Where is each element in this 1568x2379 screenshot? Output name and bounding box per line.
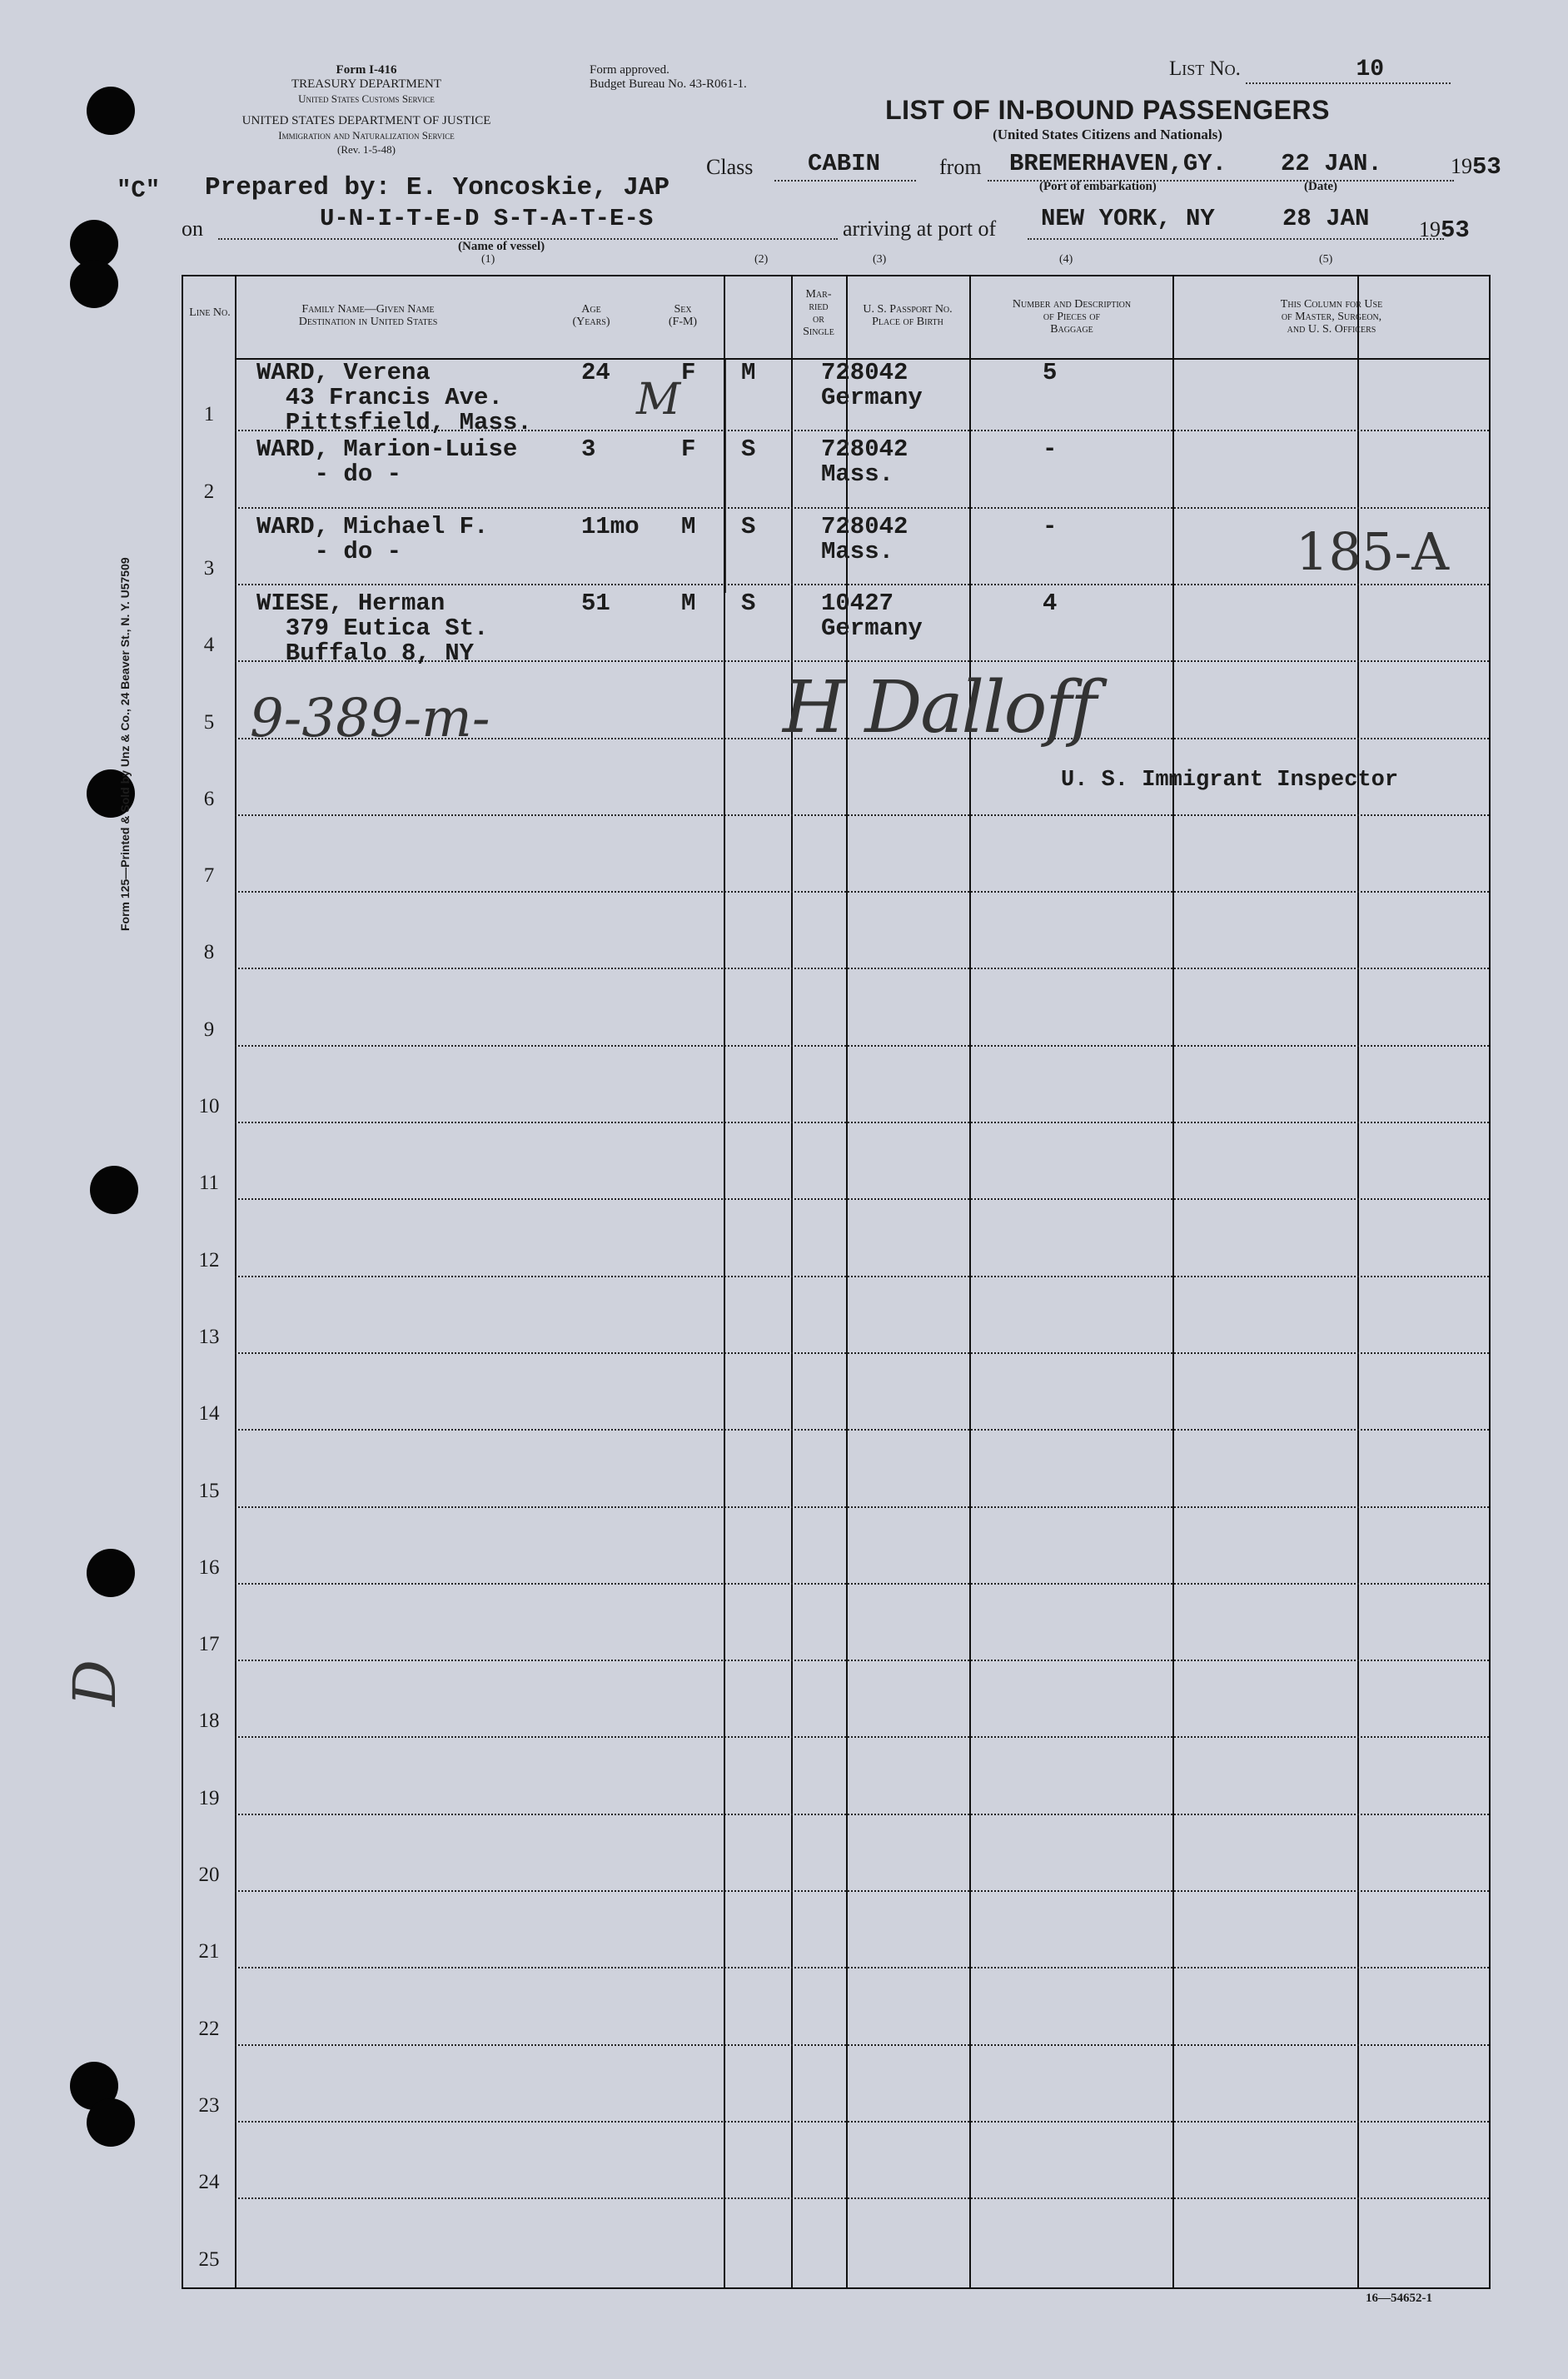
port-embark-caption: (Port of embarkation) [1039, 180, 1157, 193]
line-number: 21 [198, 1940, 220, 1963]
table-row [235, 2197, 1489, 2199]
passport-number: 10427 [821, 589, 894, 617]
inspector-title: U. S. Immigrant Inspector [1061, 768, 1399, 793]
col2-caption: (2) [754, 253, 769, 266]
table-row [235, 1583, 1489, 1585]
department-block [167, 63, 566, 157]
col5-caption: (5) [1319, 253, 1333, 266]
vessel-caption: (Name of vessel) [458, 240, 545, 253]
budget-text: Budget Bureau No. 43-R061-1. [590, 77, 747, 91]
hdr-married: Mar- ried or Single [803, 288, 834, 338]
punch-hole [87, 2098, 135, 2147]
baggage-count: - [1043, 512, 1058, 540]
arriving-label: arriving at port of [843, 216, 997, 241]
line-number: 24 [198, 2171, 220, 2194]
col-divider [724, 276, 725, 2287]
prepared-by: Prepared by: E. Yoncoskie, JAP [205, 173, 670, 202]
place-of-birth: Mass. [821, 537, 894, 565]
place-of-birth: Mass. [821, 460, 894, 489]
col1-caption: (1) [481, 253, 495, 266]
passenger-age: 51 [581, 589, 610, 617]
line-number: 10 [198, 1095, 220, 1117]
passport-number: 728042 [821, 435, 908, 464]
line-number: 7 [203, 864, 215, 888]
line-number: 20 [198, 1864, 220, 1886]
line-number: 13 [198, 1325, 220, 1348]
line-number: 9 [203, 1018, 215, 1041]
list-no: 10 [1356, 57, 1385, 82]
hdr-officers-text: This Column for Use of Master, Surgeon, and U. S. Officers [1280, 298, 1383, 336]
date-caption: (Date) [1304, 180, 1337, 193]
revision: (Rev. 1-5-48) [337, 143, 396, 156]
class-value: CABIN [808, 150, 881, 177]
class-label: Class [706, 155, 754, 179]
place-of-birth: Germany [821, 384, 923, 411]
passenger-sex: M [681, 512, 696, 540]
arrive-year: 53 [1441, 216, 1470, 244]
on-label: on [182, 216, 203, 241]
table-row [235, 1736, 1489, 1738]
table-row [235, 1045, 1489, 1047]
passenger-marital: M [741, 359, 756, 386]
passenger-table [182, 275, 1491, 2289]
year-prefix: 19 [1451, 154, 1472, 178]
passenger-marital: S [741, 512, 756, 540]
hdr-sex: Sex (F-M) [668, 303, 698, 328]
baggage-count: - [1043, 435, 1058, 464]
page-subtitle: (United States Citizens and Nationals) [993, 127, 1222, 142]
list-no-value [1246, 57, 1451, 84]
line-number: 11 [198, 1172, 220, 1195]
handwritten-count: 9-389-m- [250, 688, 490, 749]
table-row [235, 814, 1489, 816]
passenger-sex: M [681, 589, 696, 617]
passenger-destination: Buffalo 8, NY [256, 639, 475, 667]
table-row [235, 1429, 1489, 1431]
handwritten-185a: 185-A [1296, 521, 1450, 582]
depart-year: 53 [1472, 153, 1501, 181]
vessel-name: U-N-I-T-E-D S-T-A-T-E-S [320, 205, 654, 232]
table-row [235, 584, 1489, 585]
year-prefix: 19 [1419, 217, 1441, 241]
line-number: 12 [198, 1248, 220, 1272]
justice-dept: UNITED STATES DEPARTMENT OF JUSTICE [241, 114, 491, 127]
table-row [235, 1198, 1489, 1200]
passport-number: 728042 [821, 512, 908, 540]
passenger-age: 11mo [581, 512, 640, 540]
passenger-sex: F [681, 435, 696, 464]
hdr-line-no: Line No. [189, 306, 231, 319]
depart-date: 22 JAN. [1281, 150, 1382, 177]
col-divider [791, 276, 793, 2287]
from-field [988, 150, 1454, 182]
table-row [235, 507, 1489, 509]
arrive-port: NEW YORK, NY [1041, 205, 1215, 232]
punch-hole [87, 87, 135, 135]
line-number: 4 [203, 634, 215, 657]
line-number: 6 [203, 787, 215, 810]
table-row [235, 2044, 1489, 2046]
passenger-age: 24 [581, 359, 610, 386]
line-number: 15 [198, 1479, 220, 1502]
line-number: 2 [203, 480, 215, 503]
punch-hole [87, 1549, 135, 1597]
passenger-marital: S [741, 435, 756, 464]
side-margin-print: Form 125—Printed & Sold by Unz & Co., 24 Beaver St., N. Y. U57509 [118, 557, 132, 931]
depart-year-row [1451, 153, 1501, 181]
ins-service: Immigration and Naturalization Service [278, 129, 455, 142]
place-of-birth: Germany [821, 614, 923, 642]
list-number-row [1169, 57, 1487, 84]
arrive-date: 28 JAN [1282, 205, 1370, 232]
line-number: 19 [198, 1786, 220, 1809]
baggage-count: 5 [1043, 359, 1058, 386]
passenger-destination: - do - [256, 460, 402, 489]
col-divider [969, 276, 971, 2287]
line-number: 17 [198, 1633, 220, 1656]
passenger-sex: F [681, 359, 696, 386]
table-row [235, 1890, 1489, 1892]
col-divider [846, 276, 848, 2287]
punch-hole [70, 260, 118, 308]
list-no-label: List No. [1169, 57, 1241, 80]
passenger-destination: 43 Francis Ave. [256, 384, 503, 411]
punch-hole [90, 1166, 138, 1214]
col3-caption: (3) [873, 253, 887, 266]
hdr-age: Age (Years) [572, 303, 610, 328]
vessel-field [218, 205, 838, 240]
approved-text: Form approved. [590, 63, 670, 77]
line-number: 5 [203, 710, 215, 734]
class-field [774, 150, 916, 182]
embark-port: BREMERHAVEN,GY. [1009, 150, 1227, 177]
table-row [235, 1352, 1489, 1354]
table-row [235, 1814, 1489, 1815]
arrive-year-row [1419, 216, 1470, 244]
col4-caption: (4) [1059, 253, 1073, 266]
form-approved [590, 63, 747, 92]
treasury-dept: TREASURY DEPARTMENT [291, 77, 442, 91]
c-mark: "C" [117, 177, 161, 204]
hdr-name: Family Name—Given Name Destination in United States [298, 303, 438, 328]
left-margin-mark: D [61, 1659, 130, 1707]
baggage-count: 4 [1043, 589, 1058, 617]
footer-number: 16—54652-1 [1366, 2292, 1432, 2305]
passenger-name: WARD, Verena [256, 359, 431, 386]
line-number: 16 [198, 1555, 220, 1579]
passport-number: 728042 [821, 359, 908, 386]
table-row [235, 968, 1489, 969]
page-title: LIST OF IN-BOUND PASSENGERS [885, 95, 1330, 125]
col-divider [1172, 276, 1174, 2287]
passenger-name: WIESE, Herman [256, 589, 446, 617]
passenger-destination: Pittsfield, Mass. [256, 409, 532, 436]
arrive-field [1028, 205, 1444, 240]
line-number: 3 [203, 556, 215, 580]
passenger-marital: S [741, 589, 756, 617]
line-number: 18 [198, 1710, 220, 1733]
handwritten-m: M [636, 375, 681, 425]
table-row [235, 1122, 1489, 1123]
table-row [235, 2121, 1489, 2123]
inspector-signature: H Dalloff [783, 666, 1096, 749]
hdr-passport: U. S. Passport No. Place of Birth [863, 303, 953, 328]
table-row [235, 1506, 1489, 1508]
passenger-destination: - do - [256, 537, 402, 565]
passenger-destination: 379 Eutica St. [256, 614, 489, 642]
line-number: 23 [198, 2093, 220, 2117]
passenger-name: WARD, Marion-Luise [256, 435, 518, 464]
passenger-age: 3 [581, 435, 596, 464]
table-row [235, 1660, 1489, 1661]
passenger-name: WARD, Michael F. [256, 512, 489, 540]
line-number: 25 [198, 2247, 220, 2271]
line-number: 1 [203, 403, 215, 426]
table-row [235, 1276, 1489, 1277]
line-number: 14 [198, 1402, 220, 1426]
hdr-baggage: Number and Description of Pieces of Baggage [1012, 298, 1132, 336]
form-number: Form I-416 [336, 63, 397, 77]
customs-service: United States Customs Service [298, 92, 435, 105]
line-number: 22 [198, 2017, 220, 2040]
from-label: from [939, 155, 982, 179]
table-row [235, 1967, 1489, 1968]
line-number: 8 [203, 941, 215, 964]
table-row [235, 891, 1489, 893]
col-divider [235, 276, 236, 2287]
